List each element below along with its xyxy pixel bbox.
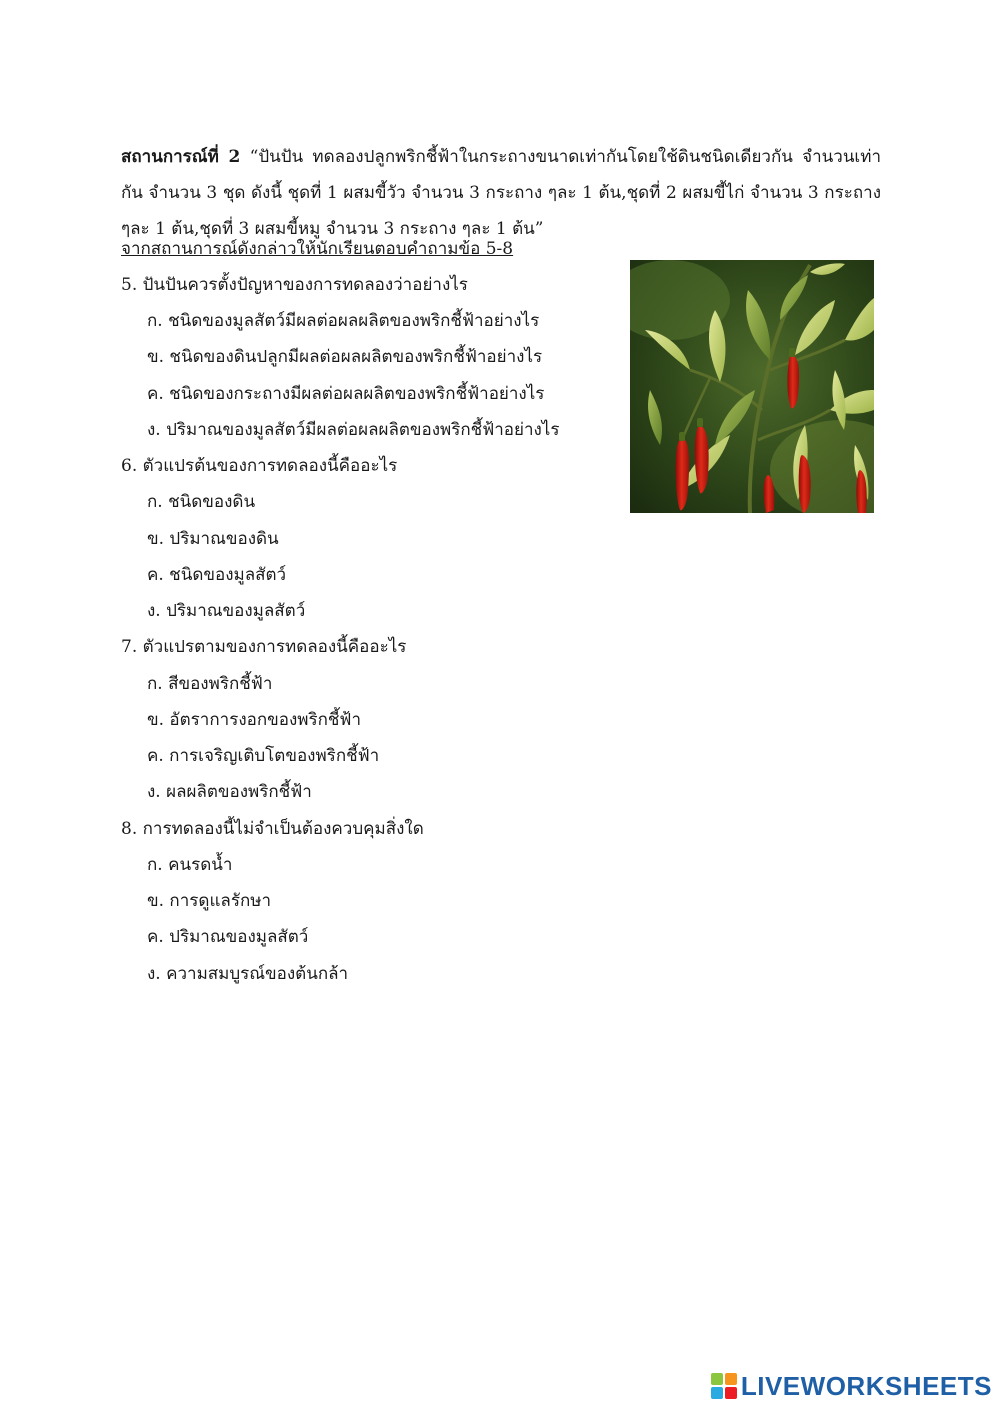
chili-pepper-plant-photo [630,260,874,513]
question-5-option-d[interactable]: ง. ปริมาณของมูลสัตว์มีผลต่อผลผลิตของพริกชี้ฟ้าอย่างไร [147,420,560,440]
instruction-text: จากสถานการณ์ดังกล่าวให้นักเรียนตอบคำถามข้อ 5-8 [121,239,514,259]
liveworksheets-logo-icon [711,1373,737,1399]
question-7-option-b[interactable]: ข. อัตราการงอกของพริกชี้ฟ้า [147,710,362,730]
question-8-option-b[interactable]: ข. การดูแลรักษา [147,891,271,911]
question-7-option-a[interactable]: ก. สีของพริกชี้ฟ้า [147,674,273,694]
liveworksheets-logo-text: LIVEWORKSHEETS [740,1370,992,1401]
question-5-option-c[interactable]: ค. ชนิดของกระถางมีผลต่อผลผลิตของพริกชี้ฟ้าอย่างไร [147,384,545,404]
question-8-option-d[interactable]: ง. ความสมบูรณ์ของต้นกล้า [147,964,349,984]
scenario-label: สถานการณ์ที่ 2 [121,147,241,167]
question-8-option-c[interactable]: ค. ปริมาณของมูลสัตว์ [147,927,309,947]
question-6-option-d[interactable]: ง. ปริมาณของมูลสัตว์ [147,601,306,621]
question-8-option-a[interactable]: ก. คนรดน้ำ [147,855,233,875]
question-7: 7. ตัวแปรตามของการทดลองนี้คืออะไร [121,637,407,657]
scenario-text: “ปันปัน ทดลองปลูกพริกชี้ฟ้าในกระถางขนาดเท่ากันโดยใช้ดินชนิดเดียวกัน จำนวนเท่ากัน จำนวน 3 ชุด ดังนี้ ชุดที่ 1 ผสมขี้วัว จำนวน 3 กระถาง ๆละ 1 ต้น,ชุดที่ 2 ผสมขี้ไก่ จำนวน 3 กระถาง ๆละ 1 ต้น,ชุดที่ 3 ผสมขี้หมู จำนวน 3 กระถาง ๆละ 1 ต้น” [121,147,881,239]
question-7-option-d[interactable]: ง. ผลผลิตของพริกชี้ฟ้า [147,782,312,802]
question-6-option-a[interactable]: ก. ชนิดของดิน [147,492,256,512]
question-6: 6. ตัวแปรต้นของการทดลองนี้คืออะไร [121,456,398,476]
scenario-paragraph [121,139,881,247]
liveworksheets-logo [711,1371,992,1401]
question-7-option-c[interactable]: ค. การเจริญเติบโตของพริกชี้ฟ้า [147,746,380,766]
question-6-option-c[interactable]: ค. ชนิดของมูลสัตว์ [147,565,287,585]
question-5-option-b[interactable]: ข. ชนิดของดินปลูกมีผลต่อผลผลิตของพริกชี้ฟ้าอย่างไร [147,347,543,367]
question-8: 8. การทดลองนี้ไม่จำเป็นต้องควบคุมสิ่งใด [121,819,424,839]
question-5: 5. ปันปันควรตั้งปัญหาของการทดลองว่าอย่างไร [121,275,468,295]
question-5-option-a[interactable]: ก. ชนิดของมูลสัตว์มีผลต่อผลผลิตของพริกชี้ฟ้าอย่างไร [147,311,540,331]
question-6-option-b[interactable]: ข. ปริมาณของดิน [147,529,279,549]
